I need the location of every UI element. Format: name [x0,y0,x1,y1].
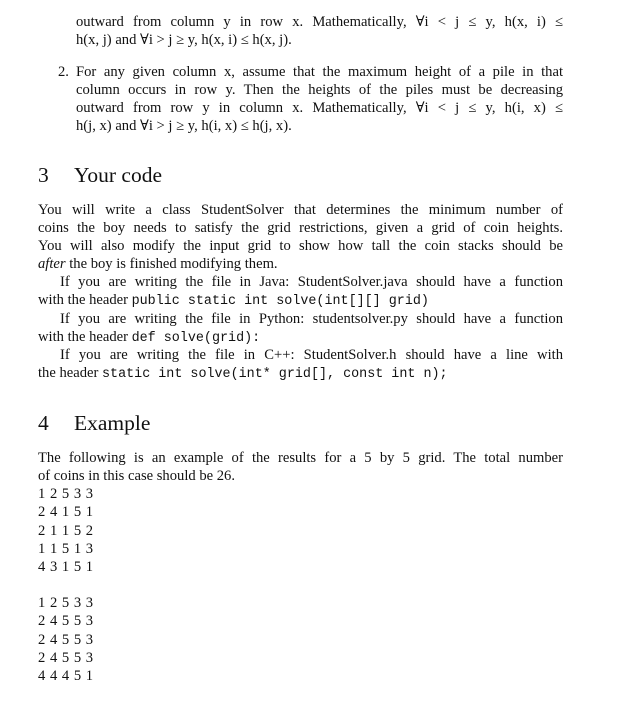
section-3-para-line-3: You will also modify the input grid to show how tall the coin stacks should be [38,238,563,254]
list-item-2-line-4: h(j, x) and ∀i > j ≥ y, h(i, x) ≤ h(j, x). [76,118,292,134]
list-item-2-line-1: For any given column x, assume that the maximum height of a pile in that [76,64,563,80]
section-3-title: Your code [74,163,162,187]
java-prefix: with the header [38,292,132,308]
list-item-2-line-3: outward from row y in column x. Mathematically, ∀i < j ≤ y, h(i, x) ≤ [76,100,563,116]
para-line-4-rest: the boy is finished modifying them. [65,256,278,272]
section-3-para-line-1: You will write a class StudentSolver that determines the minimum number of [38,202,563,218]
section-4-number: 4 [38,411,49,435]
output-grid-row: 2 4 5 5 3 [38,613,94,629]
section-4-title: Example [74,411,151,435]
input-grid-row: 1 1 5 1 3 [38,541,94,557]
input-grid-row: 4 3 1 5 1 [38,559,94,575]
python-prefix: with the header [38,329,132,345]
cpp-prefix: the header [38,365,103,381]
emphasis-after: after [38,256,66,272]
list-item-1-line-2: h(x, j) and ∀i > j ≥ y, h(x, i) ≤ h(x, j). [76,32,292,48]
cpp-line-1: If you are writing the file in C++: StudentSolver.h should have a line with [60,347,563,363]
section-3-para-line-2: coins the boy needs to satisfy the grid restrictions, given a grid of coin heights. [38,220,563,236]
list-item-2-line-2: column occurs in row y. Then the heights of the piles must be decreasing [76,82,563,98]
python-line-2 [38,328,260,348]
python-code: def solve(grid): [131,331,261,346]
output-grid-row: 4 4 4 5 1 [38,668,94,684]
java-line-2 [38,291,429,311]
output-grid-row: 1 2 5 3 3 [38,595,94,611]
output-grid-row: 2 4 5 5 3 [38,632,94,648]
section-3-number: 3 [38,163,49,187]
cpp-line-2 [38,364,448,384]
java-code: public static int solve(int[][] grid) [131,294,429,309]
list-item-1-line-1: outward from column y in row x. Mathematically, ∀i < j ≤ y, h(x, i) ≤ [76,14,563,30]
input-grid-row: 1 2 5 3 3 [38,486,94,502]
list-item-2-number: 2. [58,64,69,80]
cpp-code: static int solve(int* grid[], const int n); [102,367,448,382]
python-line-1: If you are writing the file in Python: studentsolver.py should have a function [60,311,563,327]
section-4-heading [38,410,150,436]
section-4-para-line-2: of coins in this case should be 26. [38,468,235,484]
output-grid-row: 2 4 5 5 3 [38,650,94,666]
java-line-1: If you are writing the file in Java: StudentSolver.java should have a function [60,274,563,290]
section-3-heading [38,162,162,188]
section-3-para-line-4 [38,255,278,273]
input-grid-row: 2 4 1 5 1 [38,504,94,520]
input-grid-row: 2 1 1 5 2 [38,523,94,539]
section-4-para-line-1: The following is an example of the results for a 5 by 5 grid. The total number [38,450,563,466]
